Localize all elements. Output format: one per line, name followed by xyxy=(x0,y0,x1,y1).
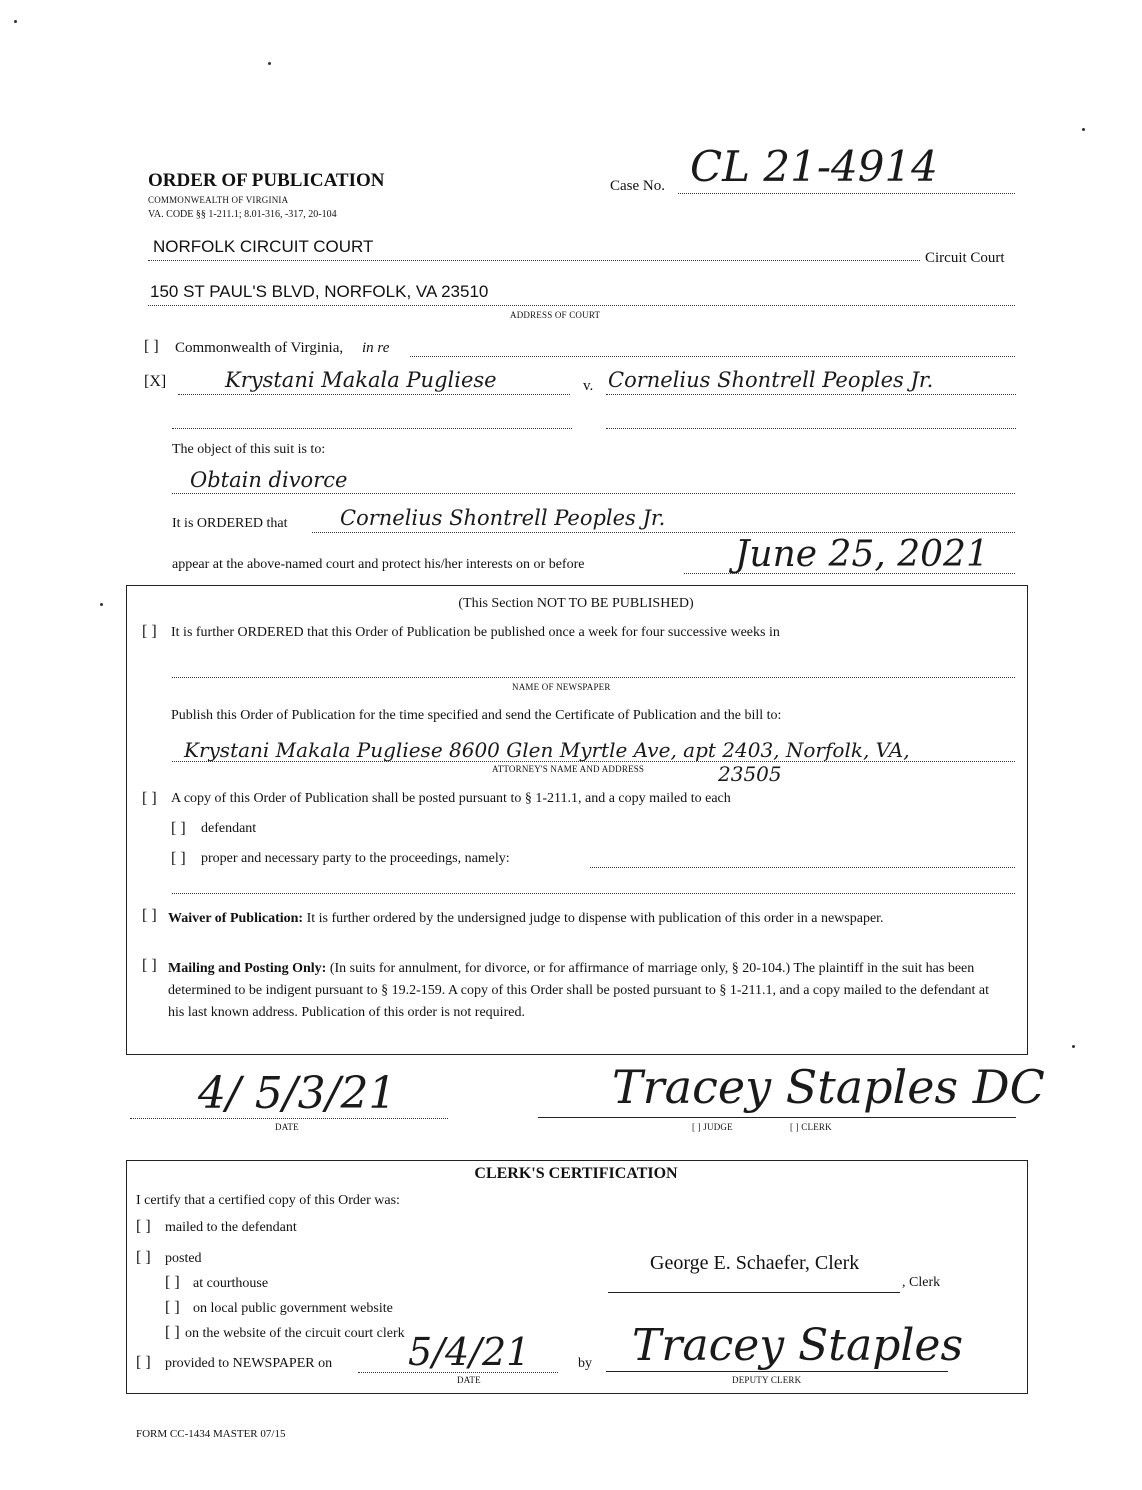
appear-text: appear at the above-named court and protect his/her interests on or before xyxy=(172,557,585,572)
posted-cert-text: posted xyxy=(165,1251,202,1266)
in-re-label: in re xyxy=(362,340,390,356)
mailing-paragraph xyxy=(168,958,998,1024)
clerk-suffix: , Clerk xyxy=(902,1275,941,1290)
attorney-zip: 23505 xyxy=(718,762,782,786)
mailed-checkbox[interactable]: [ ] xyxy=(136,1218,151,1235)
order-date-line xyxy=(130,1117,448,1119)
plaintiff-line-2 xyxy=(172,427,572,429)
mailing-checkbox[interactable]: [ ] xyxy=(142,957,157,974)
publish-text: It is further ORDERED that this Order of Publication be published once a week for four successive weeks in xyxy=(171,625,780,640)
circuit-website-checkbox[interactable]: [ ] xyxy=(165,1324,180,1341)
mailing-text: (In suits for annulment, for divorce, or for affirmance of marriage only, § 20-104.) The plaintiff in the suit has been determined to be indigent pursuant to § 19.2-159. A copy of this Order shall be posted pursuant to § 1-211.1, and a copy mailed to the defendant at his last known address. Publication of this order is not required. xyxy=(168,961,990,1020)
clerk-cert-heading: CLERK'S CERTIFICATION xyxy=(474,1165,678,1182)
court-suffix: Circuit Court xyxy=(925,250,1005,266)
party-text: proper and necessary party to the proceedings, namely: xyxy=(201,851,510,866)
court-address-line xyxy=(148,304,1015,306)
courthouse-text: at courthouse xyxy=(193,1276,269,1291)
party-line xyxy=(590,866,1015,868)
clerk-caption: [ ] CLERK xyxy=(790,1122,832,1132)
party-line-2 xyxy=(172,892,1015,894)
address-caption: ADDRESS OF COURT xyxy=(510,310,601,320)
newspaper-caption: NAME OF NEWSPAPER xyxy=(512,682,611,692)
ordered-line xyxy=(312,531,1015,533)
not-published-heading: (This Section NOT TO BE PUBLISHED) xyxy=(458,596,694,611)
waiver-paragraph xyxy=(168,908,998,930)
parties-checkbox[interactable]: [X] xyxy=(144,373,167,390)
court-name-line xyxy=(148,259,920,261)
posted-cert-checkbox[interactable]: [ ] xyxy=(136,1249,151,1266)
deputy-caption: DEPUTY CLERK xyxy=(732,1375,802,1385)
clerk-cert-intro: I certify that a certified copy of this Order was: xyxy=(136,1193,400,1208)
court-address: 150 ST PAUL'S BLVD, NORFOLK, VA 23510 xyxy=(150,282,489,301)
newspaper-line xyxy=(172,676,1015,678)
local-website-checkbox[interactable]: [ ] xyxy=(165,1299,180,1316)
defendant-text: defendant xyxy=(201,821,257,836)
attorney-caption: ATTORNEY'S NAME AND ADDRESS xyxy=(492,764,645,774)
judge-caption: [ ] JUDGE xyxy=(692,1122,733,1132)
appear-date: June 25, 2021 xyxy=(735,534,989,575)
by-label: by xyxy=(578,1356,592,1371)
plaintiff-line xyxy=(178,393,570,395)
form-code: VA. CODE §§ 1-211.1; 8.01-316, -317, 20-104 xyxy=(148,209,337,220)
deputy-signature: Tracey Staples xyxy=(632,1320,964,1371)
commonwealth-checkbox[interactable]: [ ] xyxy=(144,338,159,355)
judge-signature: Tracey Staples DC xyxy=(612,1060,1045,1114)
party-checkbox[interactable]: [ ] xyxy=(171,850,186,867)
commonwealth-label: Commonwealth of Virginia, xyxy=(175,340,344,356)
case-number: CL 21-4914 xyxy=(690,142,938,191)
case-line xyxy=(678,192,1015,194)
newspaper-cert-text: provided to NEWSPAPER on xyxy=(165,1356,333,1371)
case-label: Case No. xyxy=(610,178,665,194)
deputy-line xyxy=(606,1371,948,1372)
newspaper-date: 5/4/21 xyxy=(408,1330,531,1374)
defendant-line xyxy=(606,393,1016,395)
mailing-bold: Mailing and Posting Only: xyxy=(168,961,327,976)
scan-speck xyxy=(1082,128,1085,131)
local-website-text: on local public government website xyxy=(193,1301,393,1316)
mailed-text: mailed to the defendant xyxy=(165,1220,297,1235)
plaintiff-name: Krystani Makala Pugliese xyxy=(225,368,497,392)
object-label: The object of this suit is to: xyxy=(172,442,326,457)
defendant-checkbox[interactable]: [ ] xyxy=(171,820,186,837)
waiver-bold: Waiver of Publication: xyxy=(168,911,304,926)
attorney-value: Krystani Makala Pugliese 8600 Glen Myrtle Ave, apt 2403, Norfolk, VA, xyxy=(184,738,910,762)
clerk-name: George E. Schaefer, Clerk xyxy=(650,1252,860,1274)
in-re-line xyxy=(410,355,1015,357)
defendant-name: Cornelius Shontrell Peoples Jr. xyxy=(608,368,934,392)
order-date: 4/ 5/3/21 xyxy=(198,1068,397,1119)
ordered-label: It is ORDERED that xyxy=(172,516,288,531)
scan-speck xyxy=(14,20,17,23)
defendant-line-2 xyxy=(606,427,1016,429)
court-name: NORFOLK CIRCUIT COURT xyxy=(153,237,374,256)
waiver-checkbox[interactable]: [ ] xyxy=(142,907,157,924)
clerk-name-line xyxy=(608,1292,900,1293)
scan-speck xyxy=(1072,1045,1075,1048)
order-date-caption: DATE xyxy=(275,1122,299,1132)
object-value: Obtain divorce xyxy=(190,468,348,492)
courthouse-checkbox[interactable]: [ ] xyxy=(165,1274,180,1291)
versus-label: v. xyxy=(583,378,594,394)
scan-speck xyxy=(268,62,271,65)
scan-speck xyxy=(100,603,103,606)
posted-checkbox[interactable]: [ ] xyxy=(142,790,157,807)
form-subtitle: COMMONWEALTH OF VIRGINIA xyxy=(148,195,289,205)
form-id: FORM CC-1434 MASTER 07/15 xyxy=(136,1428,286,1440)
newspaper-date-caption: DATE xyxy=(457,1375,481,1385)
publish-checkbox[interactable]: [ ] xyxy=(142,623,157,640)
form-title: ORDER OF PUBLICATION xyxy=(148,170,385,191)
newspaper-cert-checkbox[interactable]: [ ] xyxy=(136,1354,151,1371)
ordered-person: Cornelius Shontrell Peoples Jr. xyxy=(340,506,666,530)
signature-line xyxy=(538,1117,1016,1118)
send-text: Publish this Order of Publication for the time specified and send the Certificate of Publication and the bill to: xyxy=(171,708,782,723)
waiver-text: It is further ordered by the undersigned judge to dispense with publication of this order in a newspaper. xyxy=(306,911,884,926)
circuit-website-text: on the website of the circuit court clerk xyxy=(185,1326,405,1341)
object-line xyxy=(172,492,1015,494)
posted-text: A copy of this Order of Publication shall be posted pursuant to § 1-211.1, and a copy mailed to each xyxy=(171,791,731,806)
